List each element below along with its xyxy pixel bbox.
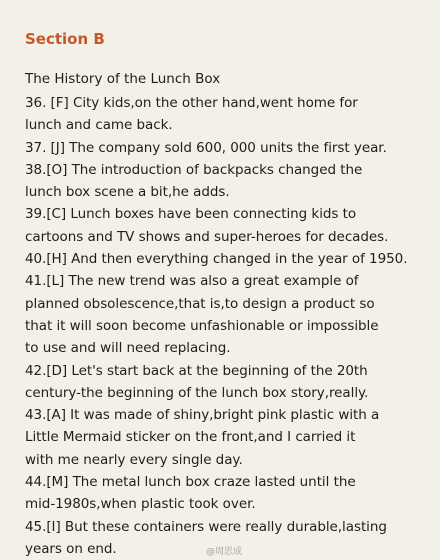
answer-line: 41.[L] The new trend was also a great example of xyxy=(25,273,359,290)
answer-line: 40.[H] And then everything changed in the year of 1950. xyxy=(25,251,408,268)
answer-line: 39.[C] Lunch boxes have been connecting kids to xyxy=(25,206,357,223)
footer-watermark: @周思成 xyxy=(206,547,243,557)
answer-line: 45.[I] But these containers were really durable,lasting xyxy=(25,518,387,535)
answer-line: with me nearly every single day. xyxy=(25,451,243,468)
answer-line: that it will soon become unfashionable or impossible xyxy=(25,317,379,334)
answer-line: lunch box scene a bit,he adds. xyxy=(25,184,230,201)
answer-line: Little Mermaid sticker on the front,and I carried it xyxy=(25,429,356,446)
answer-line: 44.[M] The metal lunch box craze lasted until the xyxy=(25,474,356,491)
answer-line: 36. [F] City kids,on the other hand,went home for xyxy=(25,95,358,111)
answer-line: to use and will need replacing. xyxy=(25,340,231,357)
answer-line: mid-1980s,when plastic took over. xyxy=(25,496,256,513)
answer-line: lunch and came back. xyxy=(25,117,173,134)
answer-line: 37. [J] The company sold 600, 000 units the first year. xyxy=(25,139,387,156)
answer-line: years on end. xyxy=(25,540,117,557)
answer-list xyxy=(25,92,425,560)
answer-line: 42.[D] Let's start back at the beginning of the 20th xyxy=(25,362,368,379)
answer-line: century-the beginning of the lunch box story,really. xyxy=(25,384,369,401)
section-title: Section B xyxy=(25,30,105,48)
answer-line: cartoons and TV shows and super-heroes for decades. xyxy=(25,228,389,245)
answer-line: planned obsolescence,that is,to design a product so xyxy=(25,295,375,312)
answer-line: 43.[A] It was made of shiny,bright pink plastic with a xyxy=(25,407,380,424)
document-title: The History of the Lunch Box xyxy=(25,71,221,87)
answer-line: 38.[O] The introduction of backpacks changed the xyxy=(25,161,363,178)
